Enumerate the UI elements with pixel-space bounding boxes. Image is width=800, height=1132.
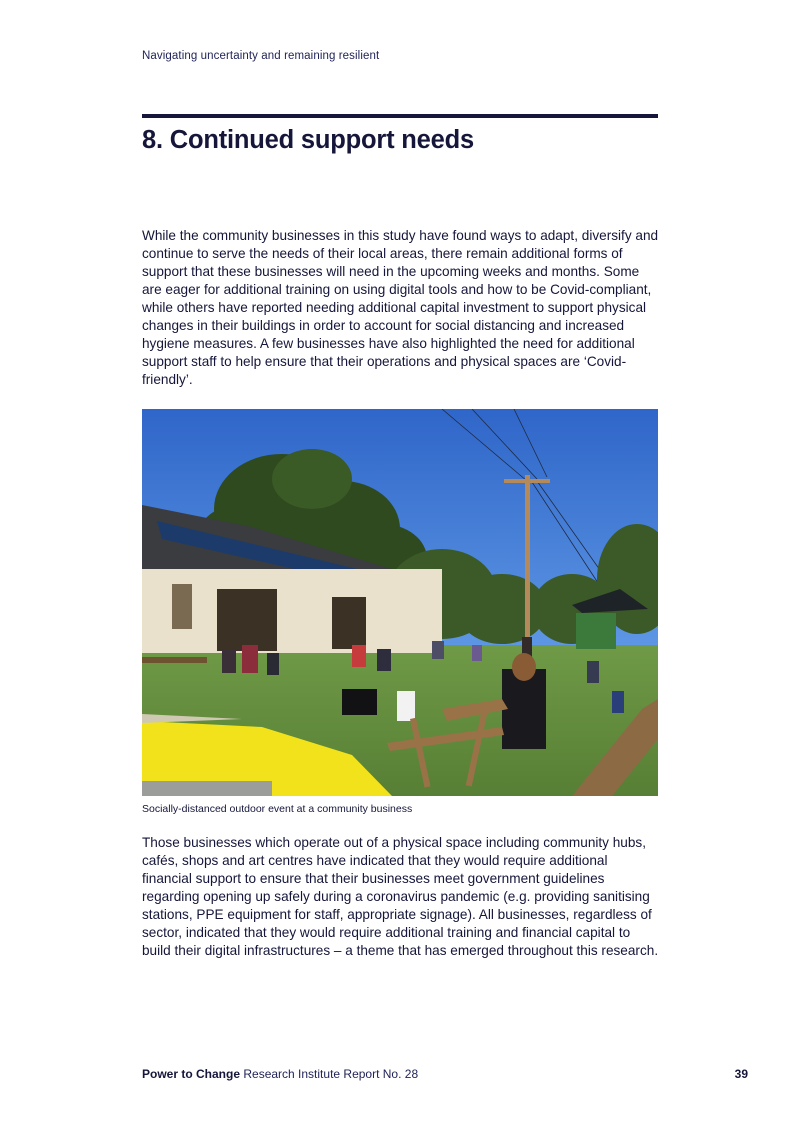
- page-title: 8. Continued support needs: [142, 126, 474, 154]
- footer: [142, 1067, 418, 1081]
- footer-org-name: Power to Change: [142, 1067, 241, 1081]
- footer-report-title: Research Institute Report No. 28: [243, 1067, 419, 1081]
- event-photo: [142, 409, 658, 796]
- body-paragraph-1: While the community businesses in this study have found ways to adapt, diversify and continue to serve the needs of their local areas, there remain additional forms of support that these businesses will need in the upcoming weeks and months. Some are eager for additional training on using digital tools and how to be Covid-compliant, while others have reported needing additional capital investment to support physical changes in their buildings in order to account for social distancing and increased hygiene measures. A few businesses have also highlighted the need for additional support staff to help ensure that their operations and physical spaces are ‘Covid-friendly’.: [142, 228, 659, 387]
- title-rule: [142, 114, 658, 118]
- page-number: 39: [734, 1067, 748, 1081]
- figure-caption: Socially-distanced outdoor event at a community business: [142, 803, 413, 815]
- running-header: Navigating uncertainty and remaining resilient: [142, 50, 380, 62]
- body-paragraph-2: Those businesses which operate out of a physical space including community hubs, cafés, shops and art centres have indicated that they would require additional financial support to ensure that their businesses meet government guidelines regarding opening up safely during a coronavirus pandemic (e.g. providing sanitising stations, PPE equipment for staff, appropriate signage). All businesses, regardless of sector, indicated that they would require additional training and financial capital to build their digital infrastructures – a theme that has emerged throughout this research.: [142, 835, 659, 958]
